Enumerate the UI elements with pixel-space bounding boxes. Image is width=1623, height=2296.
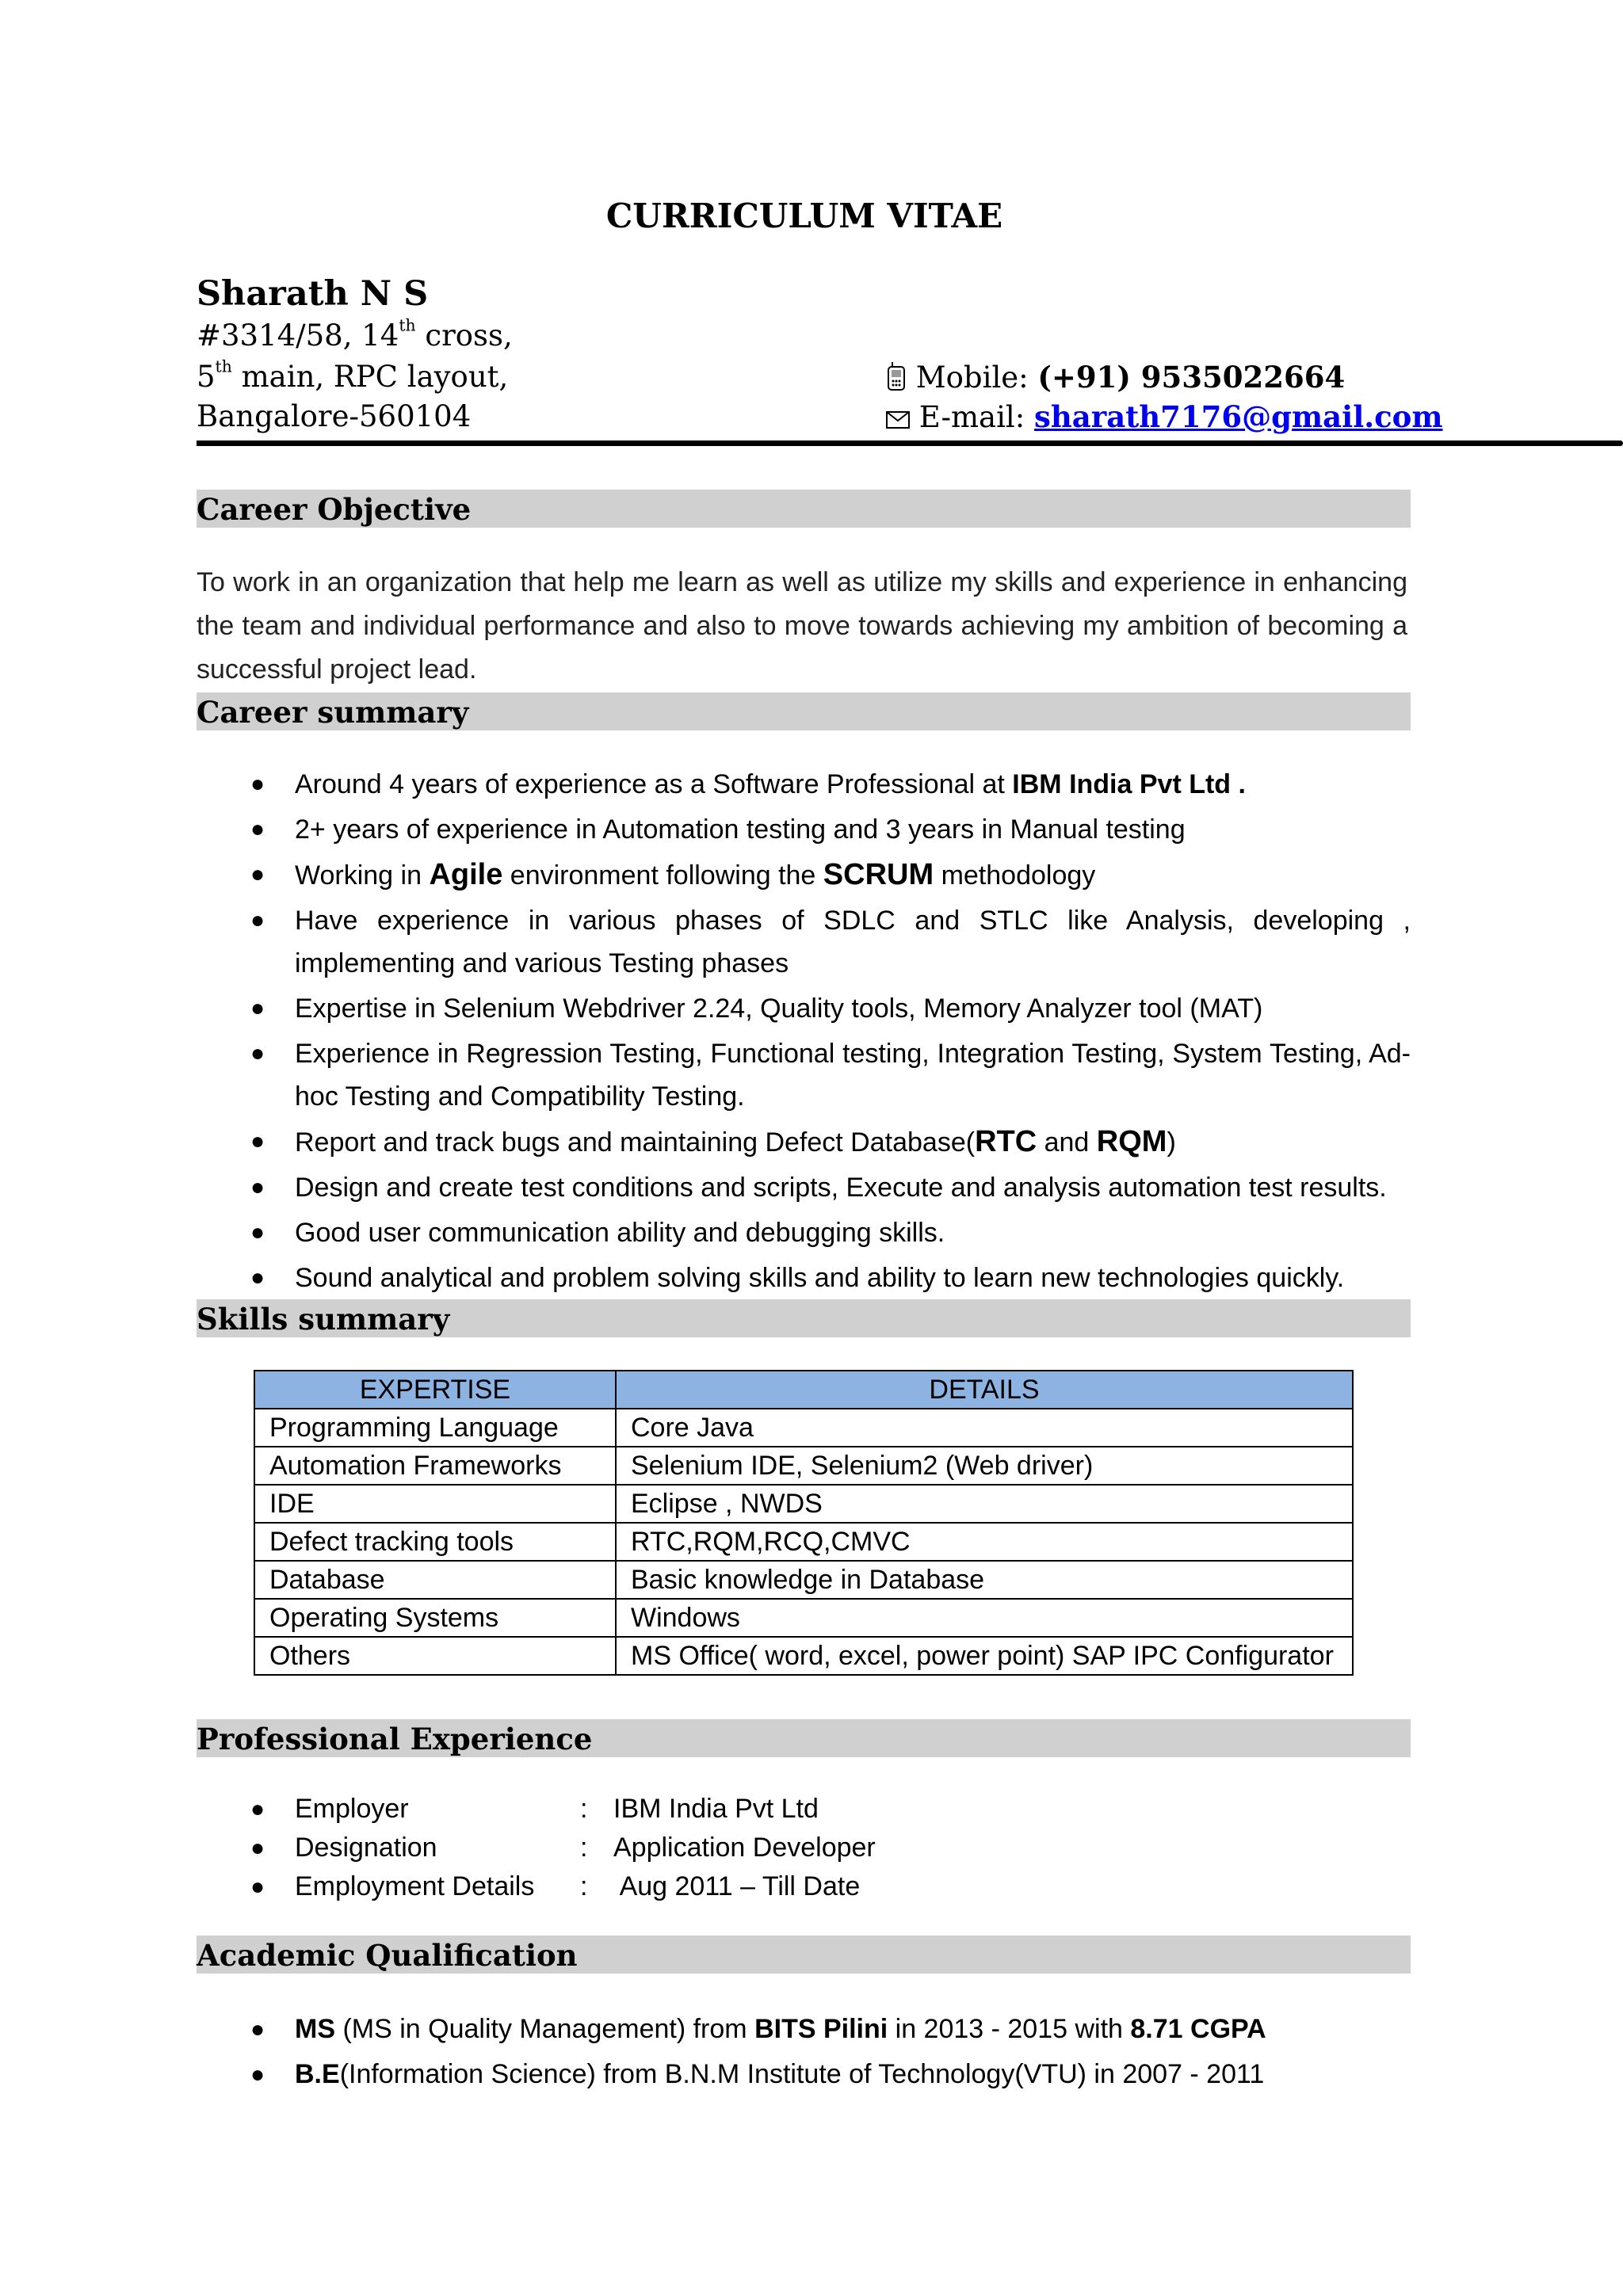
table-cell: Programming Language (254, 1409, 616, 1447)
academic-list (197, 2007, 1411, 2097)
table-header-row (254, 1371, 1353, 1409)
column-header-details: DETAILS (616, 1371, 1353, 1409)
table-row (254, 1561, 1353, 1599)
address-line-2: 5th main, RPC layout, (197, 357, 509, 394)
list-item: ● Expertise in Selenium Webdriver 2.24, Quality tools, Memory Analyzer tool (MAT) (197, 987, 1411, 1030)
bullet-icon: ● (250, 995, 265, 1021)
table-cell: Automation Frameworks (254, 1447, 616, 1485)
email-contact (886, 399, 1443, 434)
list-item: ● 2+ years of experience in Automation testing and 3 years in Manual testing (197, 808, 1411, 851)
bullet-icon: ● (250, 1040, 265, 1066)
mobile-phone-icon (886, 360, 907, 395)
mobile-number: (+91) 9535022664 (1037, 360, 1346, 395)
table-cell: Eclipse , NWDS (616, 1485, 1353, 1523)
experience-list (197, 1790, 1411, 1906)
table-row (254, 1599, 1353, 1637)
column-header-expertise: EXPERTISE (254, 1371, 616, 1409)
table-cell: Others (254, 1637, 616, 1675)
table-cell: Windows (616, 1599, 1353, 1637)
table-cell: Core Java (616, 1409, 1353, 1447)
bullet-icon: ● (250, 1835, 265, 1861)
section-header-skills-summary: Skills summary (197, 1299, 1411, 1337)
table-cell: MS Office( word, excel, power point) SAP IPC Configurator (616, 1637, 1353, 1675)
skills-table (254, 1370, 1354, 1676)
table-row (254, 1485, 1353, 1523)
list-item: ● Designation : Application Developer (197, 1829, 1411, 1867)
list-item: ● MS (MS in Quality Management) from BITS Pilini in 2013 - 2015 with 8.71 CGPA (197, 2007, 1411, 2052)
bullet-icon: ● (250, 1796, 265, 1822)
table-row (254, 1447, 1353, 1485)
address-line-1: #3314/58, 14th cross, (197, 315, 513, 353)
table-row (254, 1523, 1353, 1561)
table-cell: Database (254, 1561, 616, 1599)
header-divider (197, 441, 1623, 446)
table-row (254, 1409, 1353, 1447)
list-item: ● Report and track bugs and maintaining Defect Database(RTC and RQM) (197, 1120, 1411, 1164)
list-item: ● Employment Details : Aug 2011 – Till Date (197, 1867, 1411, 1906)
envelope-icon (886, 400, 910, 434)
bullet-icon: ● (250, 1264, 265, 1291)
section-header-career-summary: Career summary (197, 692, 1411, 730)
bullet-icon: ● (250, 816, 265, 842)
list-item: ● Sound analytical and problem solving skills and ability to learn new technologies quickly. (197, 1257, 1411, 1299)
bullet-icon: ● (250, 2016, 265, 2042)
bullet-icon: ● (250, 2061, 265, 2088)
bullet-icon: ● (250, 907, 265, 933)
list-item: ● Employer : IBM India Pvt Ltd (197, 1790, 1411, 1829)
list-item: ● Around 4 years of experience as a Software Professional at IBM India Pvt Ltd . (197, 763, 1411, 806)
career-summary-list (197, 763, 1411, 1302)
bullet-icon: ● (250, 1174, 265, 1200)
bullet-icon: ● (250, 771, 265, 797)
section-header-professional-experience: Professional Experience (197, 1719, 1411, 1757)
career-objective-text: To work in an organization that help me learn as well as utilize my skills and experience in enhancing the team and individual performance and also to move towards achieving my ambition of becoming a successful project lead. (197, 567, 1407, 685)
candidate-name: Sharath N S (197, 274, 429, 314)
table-row (254, 1637, 1353, 1675)
address-line-3: Bangalore-560104 (197, 399, 472, 433)
bullet-icon: ● (250, 861, 265, 887)
mobile-label: Mobile: (907, 360, 1038, 395)
bullet-icon: ● (250, 1128, 265, 1154)
email-link[interactable]: sharath7176@gmail.com (1034, 399, 1443, 434)
table-cell: Defect tracking tools (254, 1523, 616, 1561)
bullet-icon: ● (250, 1874, 265, 1900)
list-item: ● Have experience in various phases of SDLC and STLC like Analysis, developing , implementing and various Testing phases (197, 899, 1411, 985)
email-label: E-mail: (910, 400, 1034, 434)
document-title: CURRICULUM VITAE (605, 196, 1003, 235)
table-cell: RTC,RQM,RCQ,CMVC (616, 1523, 1353, 1561)
bullet-icon: ● (250, 1219, 265, 1245)
table-cell: Selenium IDE, Selenium2 (Web driver) (616, 1447, 1353, 1485)
table-cell: Basic knowledge in Database (616, 1561, 1353, 1599)
mobile-contact (886, 360, 1345, 395)
table-cell: Operating Systems (254, 1599, 616, 1637)
list-item: ● B.E(Information Science) from B.N.M Institute of Technology(VTU) in 2007 - 2011 (197, 2052, 1411, 2097)
table-cell: IDE (254, 1485, 616, 1523)
list-item: ● Good user communication ability and debugging skills. (197, 1211, 1411, 1254)
list-item: ● Design and create test conditions and scripts, Execute and analysis automation test results. (197, 1166, 1411, 1209)
list-item: ● Experience in Regression Testing, Functional testing, Integration Testing, System Testing, Ad-hoc Testing and Compatibility Testing. (197, 1032, 1411, 1118)
section-header-academic-qualification: Academic Qualification (197, 1936, 1411, 1974)
list-item: ● Working in Agile environment following the SCRUM methodology (197, 853, 1411, 897)
section-header-career-objective: Career Objective (197, 490, 1411, 528)
